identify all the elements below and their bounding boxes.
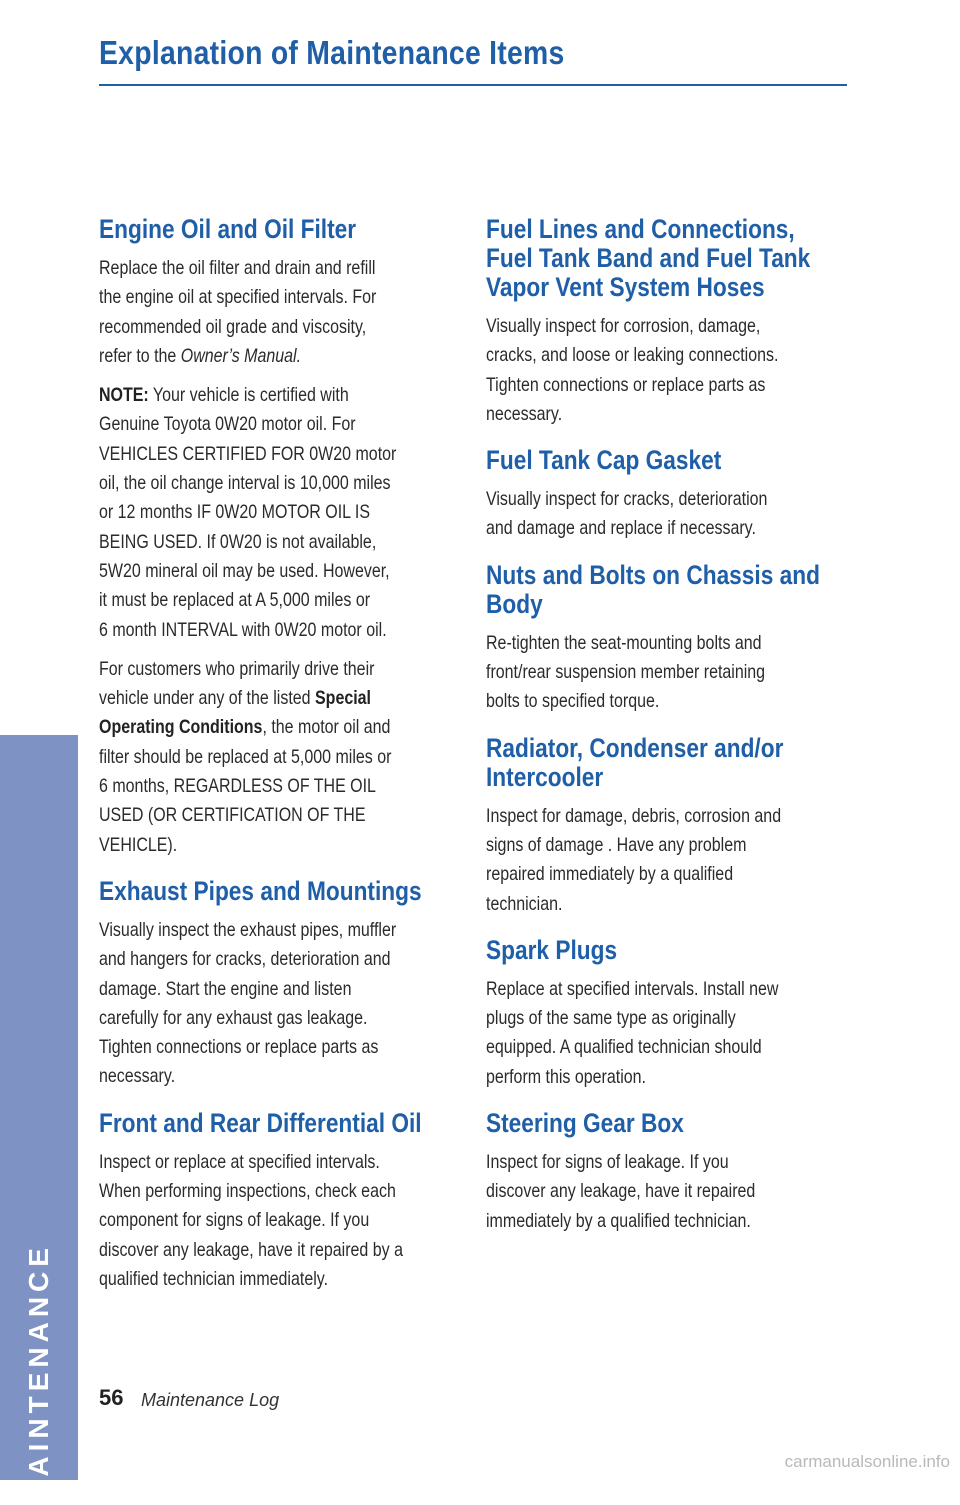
note-text: Your vehicle is certified with Genuine Toyota 0W20 motor oil. For VEHICLES CERTIFIED FOR 0W20 motor oil, the oil change interval is 10,000 miles or 12 months IF 0W20 MOTOR OIL IS BEING USED. If 0W20 is not available, 5W20 mineral oil may be used. However, it must be replaced at A 5,000 miles or 6 month INTERVAL with 0W20 motor oil. bbox=[99, 384, 397, 641]
fuel-lines-paragraph: Visually inspect for corrosion, damage, cracks, and loose or leaking connections. Tighten connections or replace parts as necessary. bbox=[486, 315, 779, 425]
heading-line: Fuel Lines and Connections, bbox=[486, 214, 795, 244]
section-heading bbox=[486, 559, 820, 619]
section-heading bbox=[486, 214, 811, 302]
page-number: 56 bbox=[99, 1385, 124, 1410]
steering-paragraph: Inspect for signs of leakage. If you discover any leakage, have it repaired immediately by a qualified technician. bbox=[486, 1151, 756, 1232]
heading-line: Intercooler bbox=[486, 761, 604, 792]
footer-label: Maintenance Log bbox=[141, 1390, 280, 1410]
heading-line: Radiator, Condenser and/or bbox=[486, 732, 784, 763]
engine-oil-paragraph bbox=[99, 254, 452, 371]
special-conditions-term: Special Operating Conditions bbox=[99, 687, 372, 739]
section-heading: Engine Oil and Oil Filter bbox=[99, 214, 357, 244]
engine-oil-note bbox=[99, 381, 452, 645]
spark-plugs-paragraph: Replace at specified intervals. Install new plugs of the same type as originally equipped. A qualified technician should perform this operation. bbox=[486, 977, 779, 1088]
radiator-paragraph: Inspect for damage, debris, corrosion and signs of damage . Have any problem repaired immediately by a qualified technician. bbox=[486, 804, 782, 915]
nuts-bolts-paragraph: Re-tighten the seat-mounting bolts and front/rear suspension member retaining bolts to specified torque. bbox=[486, 631, 766, 713]
section-side-tab bbox=[0, 735, 78, 1505]
section-nuts-bolts bbox=[486, 561, 848, 717]
right-column bbox=[486, 215, 848, 1253]
section-heading: Spark Plugs bbox=[486, 934, 618, 965]
fuel-cap-paragraph: Visually inspect for cracks, deterioration and damage and replace if necessary. bbox=[486, 488, 768, 540]
page-title: Explanation of Maintenance Items bbox=[99, 34, 565, 71]
section-differential bbox=[99, 1109, 459, 1294]
heading-line: Body bbox=[486, 588, 543, 619]
section-fuel-lines bbox=[486, 215, 848, 429]
paragraph-text: , the motor oil and filter should be replaced at 5,000 miles or 6 months, REGARDLESS OF THE OIL USED (OR CERTIFICATION OF THE VEHICLE). bbox=[99, 716, 392, 856]
heading-line: Vapor Vent System Hoses bbox=[486, 272, 765, 302]
note-label: NOTE: bbox=[99, 384, 149, 407]
side-tab-label: MAINTENANCE bbox=[23, 1243, 54, 1505]
section-steering bbox=[486, 1109, 848, 1236]
owners-manual-reference: Owner’s Manual. bbox=[180, 344, 302, 367]
section-heading: Fuel Tank Cap Gasket bbox=[486, 445, 722, 476]
engine-oil-special-conditions bbox=[99, 655, 452, 860]
section-heading: Front and Rear Differential Oil bbox=[99, 1107, 422, 1138]
heading-line: Nuts and Bolts on Chassis and bbox=[486, 559, 820, 590]
section-engine-oil bbox=[99, 215, 459, 860]
section-heading: Steering Gear Box bbox=[486, 1108, 684, 1139]
differential-paragraph: Inspect or replace at specified intervals. When performing inspections, check each component for signs of leakage. If you discover any leakage, have it repaired by a qualified technician immediately. bbox=[99, 1150, 404, 1290]
left-column bbox=[99, 215, 459, 1311]
exhaust-paragraph: Visually inspect the exhaust pipes, muffler and hangers for cracks, deterioration and damage. Start the engine and listen carefully for any exhaust gas leakage. Tighten connections or replace parts as necessary. bbox=[99, 918, 397, 1088]
section-heading: Exhaust Pipes and Mountings bbox=[99, 875, 422, 906]
watermark: carmanualsonline.info bbox=[784, 1452, 950, 1471]
section-exhaust bbox=[99, 877, 459, 1092]
paragraph-text: For customers who primarily drive their vehicle under any of the listed bbox=[99, 657, 375, 710]
section-fuel-cap bbox=[486, 446, 848, 544]
section-radiator bbox=[486, 734, 848, 919]
section-spark-plugs bbox=[486, 936, 848, 1092]
section-heading bbox=[486, 734, 790, 792]
title-rule bbox=[99, 84, 847, 86]
heading-line: Fuel Tank Band and Fuel Tank bbox=[486, 243, 811, 273]
paragraph-text: Replace the oil filter and drain and refill the engine oil at specified intervals. For recommended oil grade and viscosity, refer to the bbox=[99, 257, 377, 367]
